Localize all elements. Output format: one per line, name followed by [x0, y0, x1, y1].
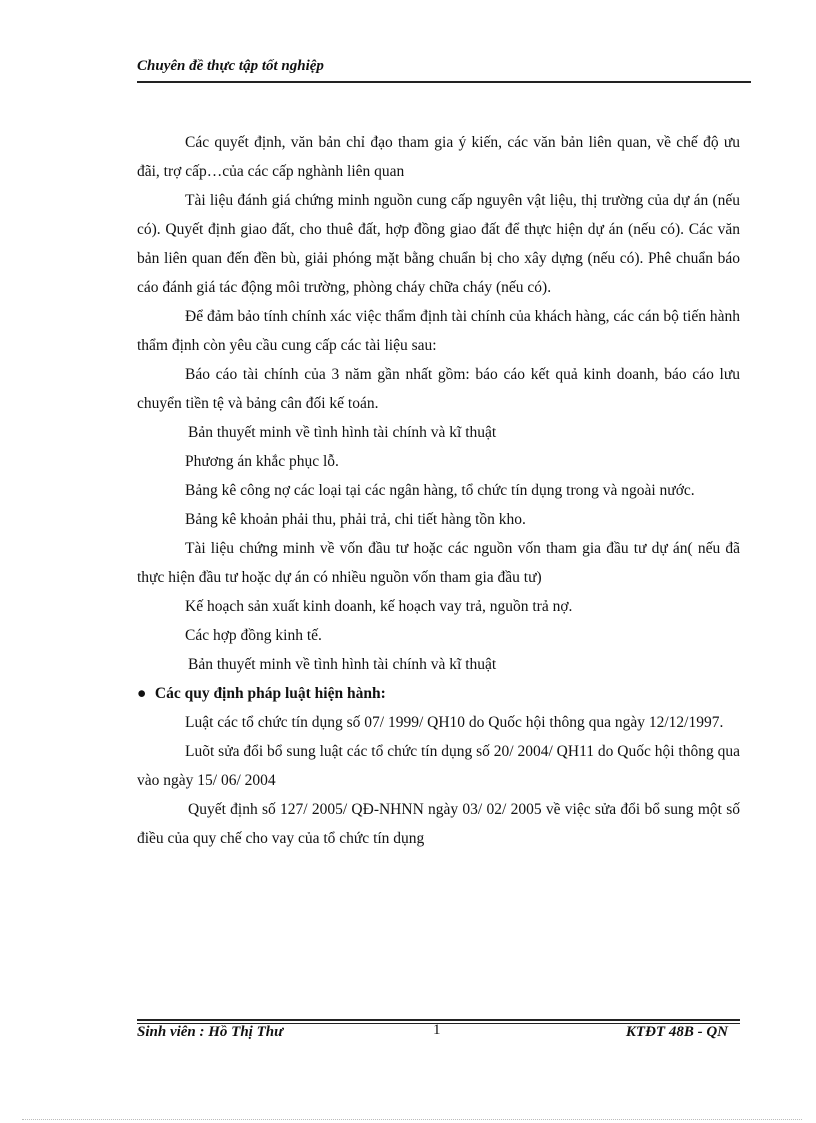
bullet-icon: ● [137, 685, 147, 702]
paragraph: Tài liệu đánh giá chứng minh nguồn cung cấp nguyên vật liệu, thị trường của dự án (nếu có). Quyết định giao đất, cho thuê đất, hợp đồng giao đất để thực hiện dự án (nếu có). Các văn bản liên quan đến đền bù, giải phóng mặt bằng chuẩn bị cho xây dựng (nếu có). Phê chuẩn báo cáo đánh giá tác động môi trường, phòng cháy chữa cháy (nếu có). [137, 192, 740, 296]
footer-student-name: Sinh viên : Hồ Thị Thư [137, 1024, 284, 1040]
document-body [137, 128, 740, 853]
section-heading [137, 679, 740, 708]
paragraph: Bảng kê khoản phải thu, phải trả, chi tiết hàng tồn kho. [185, 511, 526, 528]
page-edge [22, 1119, 802, 1120]
page-number: 1 [433, 1022, 441, 1038]
law-paragraph: Luật các tổ chức tín dụng số 07/ 1999/ QH10 do Quốc hội thông qua ngày 12/12/1997. [185, 714, 724, 731]
paragraph: Bản thuyết minh về tình hình tài chính và kĩ thuật [188, 424, 497, 441]
page-header-title: Chuyên đề thực tập tốt nghiệp [137, 58, 324, 74]
paragraph: Các hợp đồng kinh tế. [185, 627, 322, 644]
law-paragraph: Luõt sửa đổi bổ sung luật các tổ chức tín dụng số 20/ 2004/ QH11 do Quốc hội thông qua vào ngày 15/ 06/ 2004 [137, 743, 740, 789]
paragraph: Tài liệu chứng minh về vốn đầu tư hoặc các nguồn vốn tham gia đầu tư dự án( nếu đã thực hiện đầu tư hoặc dự án có nhiều nguồn vốn tham gia đầu tư) [137, 540, 740, 586]
footer-class-code: KTĐT 48B - QN [625, 1024, 728, 1040]
footer-divider [137, 1019, 740, 1021]
paragraph: Để đảm bảo tính chính xác việc thẩm định tài chính của khách hàng, các cán bộ tiến hành thẩm định còn yêu cầu cung cấp các tài liệu sau: [137, 308, 740, 354]
page-footer [137, 1024, 740, 1046]
header-divider [137, 81, 751, 83]
law-paragraph: Quyết định số 127/ 2005/ QĐ-NHNN ngày 03/ 02/ 2005 về việc sửa đổi bổ sung một số điều của quy chế cho vay của tổ chức tín dụng [137, 801, 740, 847]
paragraph: Báo cáo tài chính của 3 năm gần nhất gồm: báo cáo kết quả kinh doanh, báo cáo lưu chuyển tiền tệ và bảng cân đối kế toán. [137, 366, 740, 412]
paragraph: Kế hoạch sản xuất kinh doanh, kế hoạch vay trả, nguồn trả nợ. [185, 598, 573, 615]
paragraph: Bản thuyết minh về tình hình tài chính và kĩ thuật [188, 656, 497, 673]
section-heading-text: Các quy định pháp luật hiện hành: [154, 685, 386, 702]
paragraph: Phương án khắc phục lỗ. [185, 453, 339, 470]
paragraph: Bảng kê công nợ các loại tại các ngân hàng, tổ chức tín dụng trong và ngoài nước. [185, 482, 695, 499]
paragraph: Các quyết định, văn bản chỉ đạo tham gia ý kiến, các văn bản liên quan, về chế độ ưu đãi, trợ cấp…của các cấp nghành liên quan [137, 134, 740, 180]
